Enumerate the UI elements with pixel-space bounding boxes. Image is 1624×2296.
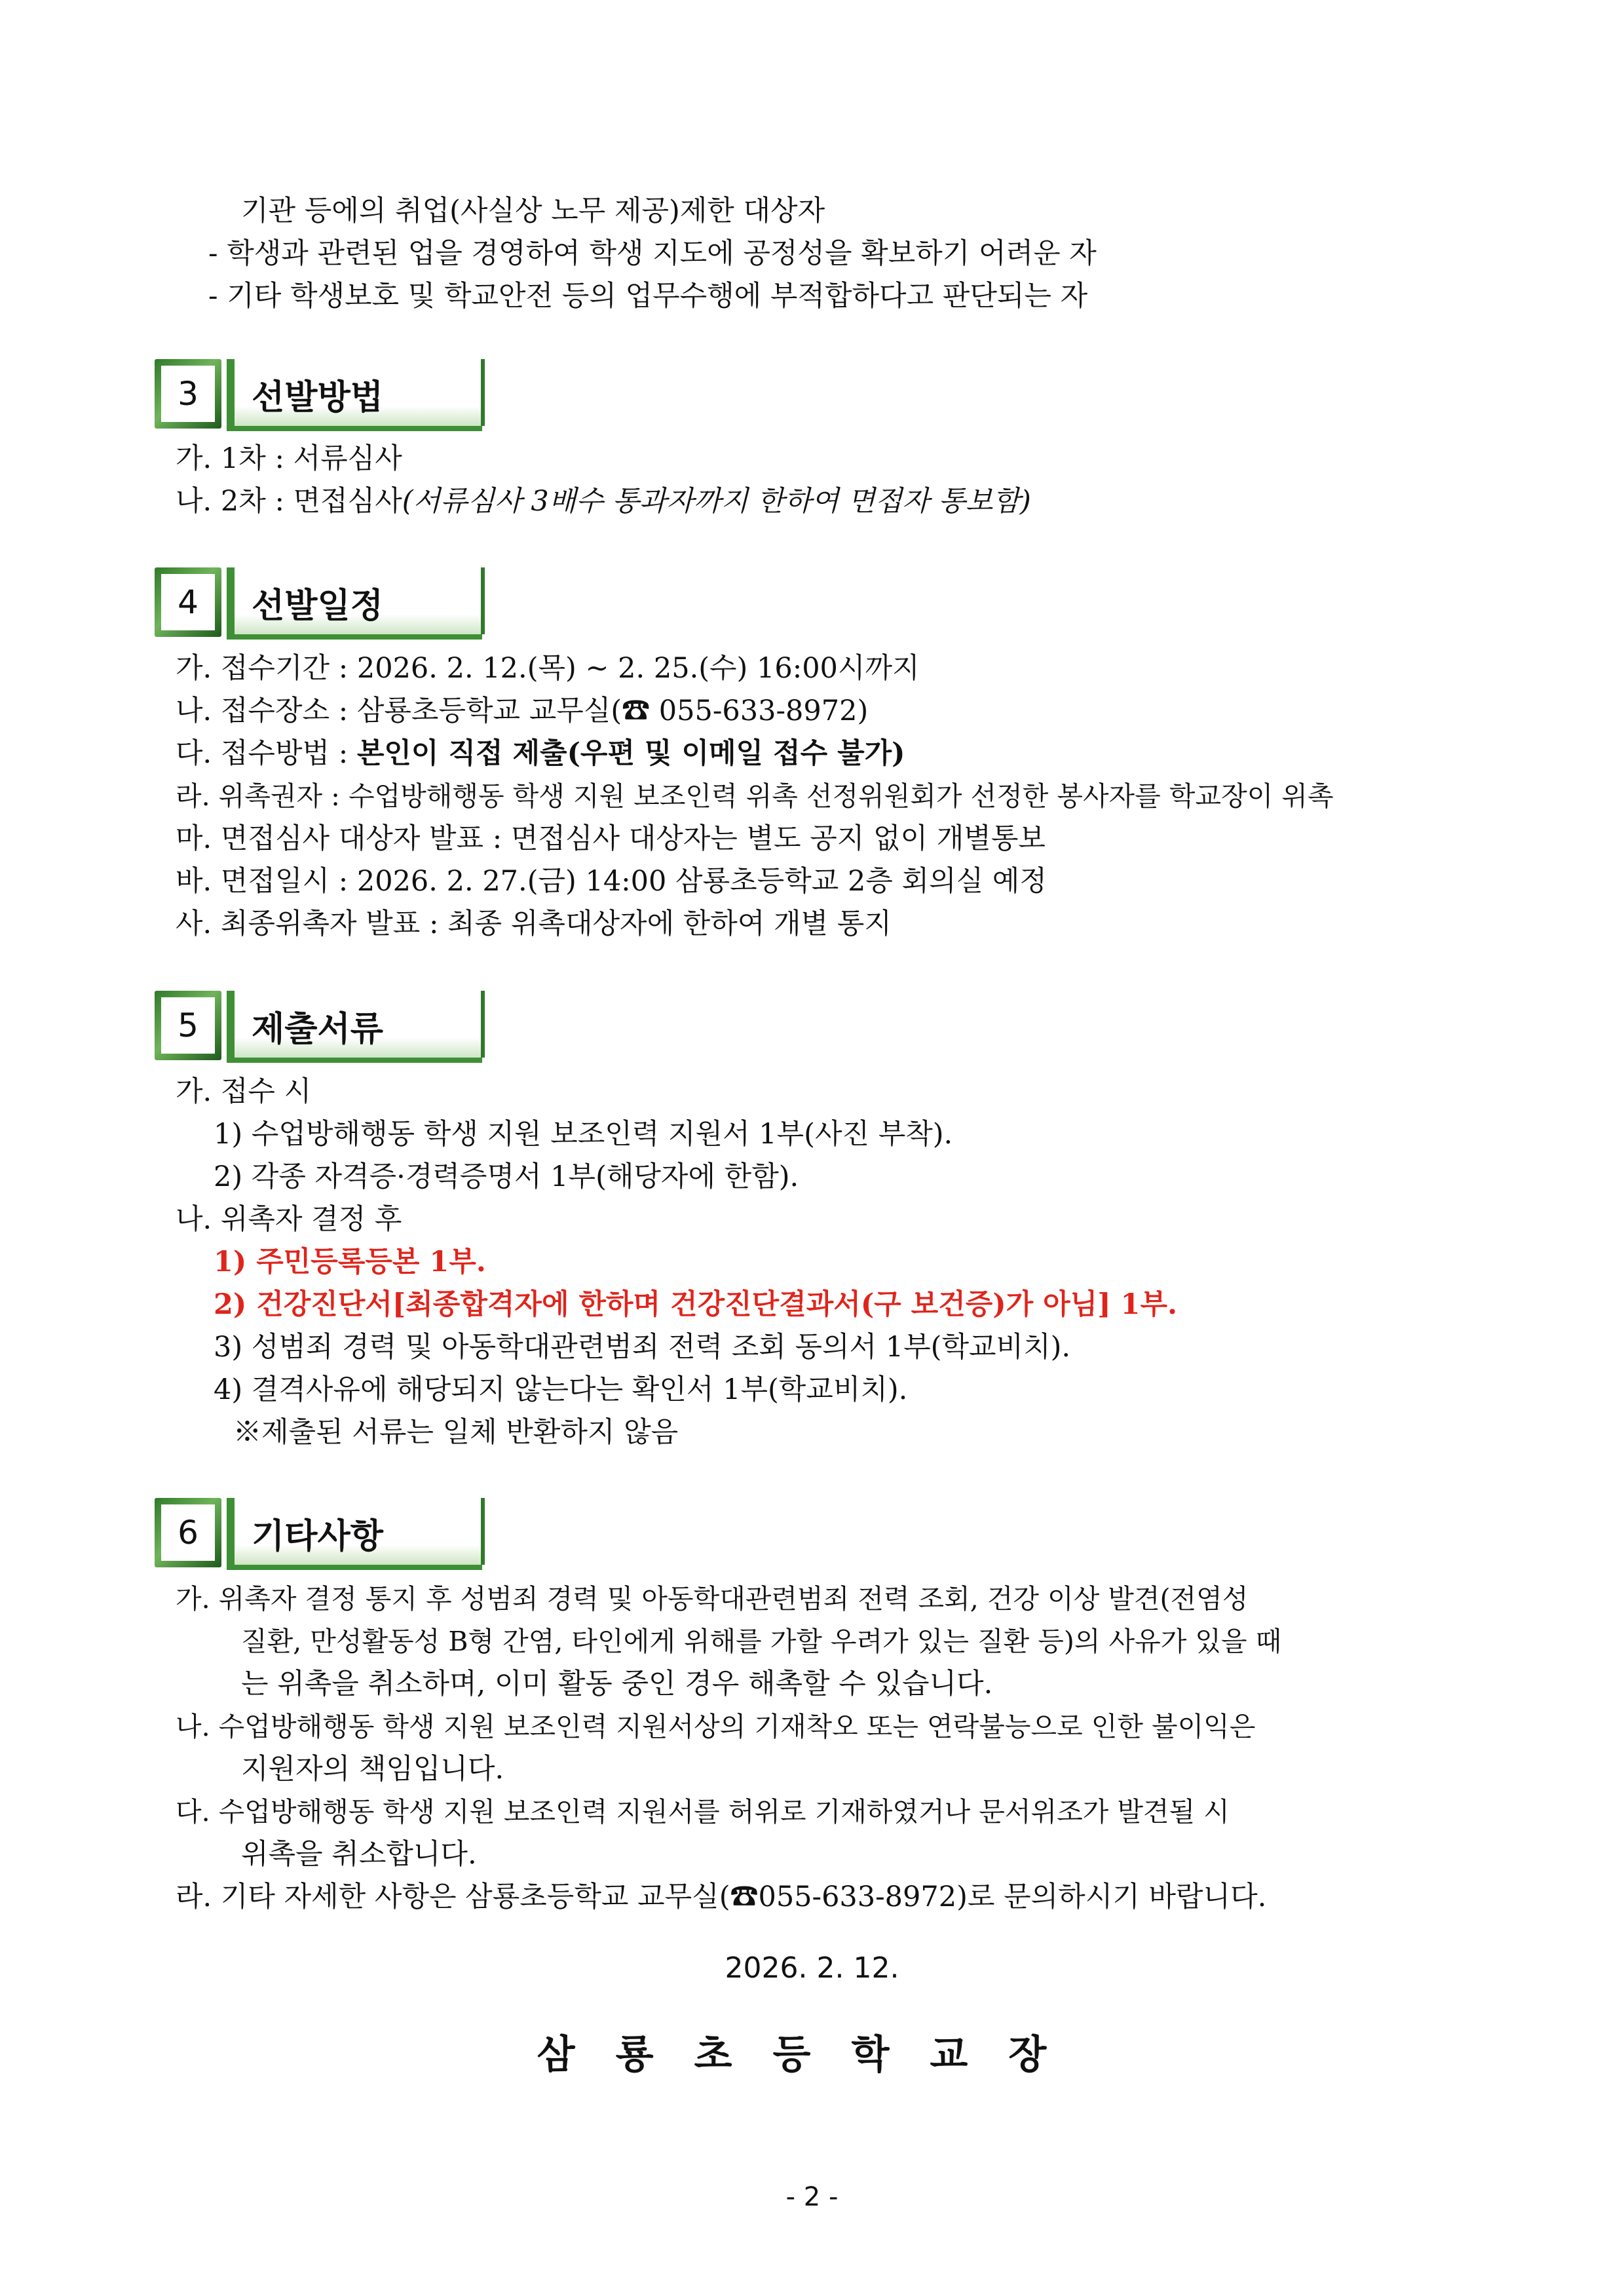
section-5-header xyxy=(155,991,482,1068)
section-number-box xyxy=(155,1498,221,1567)
s6-item-b-line1: 나. 수업방해행동 학생 지원 보조인력 지원서상의 기재착오 또는 연락불능으로 인한 불이익은 xyxy=(176,1711,1256,1742)
s6-item-b-line2: 지원자의 책임입니다. xyxy=(241,1753,504,1786)
top-line-2: - 학생과 관련된 업을 경영하여 학생 지도에 공정성을 확보하기 어려운 자 xyxy=(208,237,1097,270)
s3-item-b-note: (서류심사 3배수 통과자까지 한하여 면접자 통보함) xyxy=(402,485,1031,518)
s5-item-b4: 4) 결격사유에 해당되지 않는다는 확인서 1부(학교비치). xyxy=(214,1373,908,1406)
section-title: 선발방법 xyxy=(252,378,383,417)
page-number: - 2 - xyxy=(785,2182,839,2212)
section-title: 선발일정 xyxy=(252,586,383,626)
section-4-header xyxy=(155,567,482,645)
s3-item-b-text: 나. 2차 : 면접심사 xyxy=(176,485,402,518)
section-number: 3 xyxy=(161,366,215,422)
s4-item-f: 바. 면접일시 : 2026. 2. 27.(금) 14:00 삼룡초등학교 2층 회의실 예정 xyxy=(176,865,1047,898)
s4-item-g: 사. 최종위촉자 발표 : 최종 위촉대상자에 한하여 개별 통지 xyxy=(176,908,892,940)
section-title-bar xyxy=(227,1498,482,1570)
s6-item-a-line3: 는 위촉을 취소하며, 이미 활동 중인 경우 해촉할 수 있습니다. xyxy=(241,1668,993,1700)
section-title: 기타사항 xyxy=(252,1517,383,1556)
section-title: 제출서류 xyxy=(252,1010,383,1049)
s3-item-b xyxy=(176,482,1031,521)
top-line-1: 기관 등에의 취업(사실상 노무 제공)제한 대상자 xyxy=(241,195,825,227)
s5-item-a1: 1) 수업방해행동 학생 지원 보조인력 지원서 1부(사진 부착). xyxy=(214,1118,953,1151)
s5-note: ※제출된 서류는 일체 반환하지 않음 xyxy=(233,1416,679,1449)
s4-item-c-value: 본인이 직접 제출(우편 및 이메일 접수 불가) xyxy=(356,737,905,770)
s6-item-a-line2: 질환, 만성활동성 B형 간염, 타인에게 위해를 가할 우려가 있는 질환 등)의 사유가 있을 때 xyxy=(241,1626,1282,1657)
s4-item-d: 라. 위촉권자 : 수업방해행동 학생 지원 보조인력 위촉 선정위원회가 선정한 봉사자를 학교장이 위촉 xyxy=(176,780,1334,812)
section-title-bar xyxy=(227,991,482,1063)
s5-item-b2: 2) 건강진단서[최종합격자에 한하며 건강진단결과서(구 보건증)가 아님] 1부. xyxy=(214,1288,1177,1321)
section-number-box xyxy=(155,991,221,1060)
s4-item-b: 나. 접수장소 : 삼룡초등학교 교무실(☎ 055-633-8972) xyxy=(176,695,869,727)
section-title-bar xyxy=(227,567,482,640)
s5-item-b1: 1) 주민등록등본 1부. xyxy=(214,1246,486,1278)
s3-item-a: 가. 1차 : 서류심사 xyxy=(176,442,402,475)
s4-item-e: 마. 면접심사 대상자 발표 : 면접심사 대상자는 별도 공지 없이 개별통보 xyxy=(176,822,1046,855)
s5-item-b3: 3) 성범죄 경력 및 아동학대관련범죄 전력 조회 동의서 1부(학교비치). xyxy=(214,1331,1071,1364)
s6-item-c-line2: 위촉을 취소합니다. xyxy=(241,1838,477,1871)
s5-item-a: 가. 접수 시 xyxy=(176,1075,312,1108)
section-6-header xyxy=(155,1498,482,1575)
s4-item-a: 가. 접수기간 : 2026. 2. 12.(목) ~ 2. 25.(수) 16:00시까지 xyxy=(176,652,920,685)
s5-item-a2: 2) 각종 자격증·경력증명서 1부(해당자에 한함). xyxy=(214,1160,799,1193)
s6-item-d: 라. 기타 자세한 사항은 삼룡초등학교 교무실(☎055-633-8972)로 문의하시기 바랍니다. xyxy=(176,1881,1267,1913)
section-number-box xyxy=(155,359,221,429)
section-number-box xyxy=(155,567,221,637)
s4-item-c xyxy=(176,734,905,773)
section-title-bar xyxy=(227,359,482,431)
document-date: 2026. 2. 12. xyxy=(725,1951,899,1985)
s6-item-c-line1: 다. 수업방해행동 학생 지원 보조인력 지원서를 허위로 기재하였거나 문서위조가 발견될 시 xyxy=(176,1796,1230,1827)
section-number: 4 xyxy=(161,574,215,630)
s6-item-a-line1: 가. 위촉자 결정 통지 후 성범죄 경력 및 아동학대관련범죄 전력 조회, 건강 이상 발견(전염성 xyxy=(176,1583,1249,1615)
school-principal-signature: 삼룡초등학교장 xyxy=(537,2032,1087,2078)
s4-item-c-label: 다. 접수방법 : xyxy=(176,737,357,770)
section-number: 6 xyxy=(161,1504,215,1561)
section-3-header xyxy=(155,359,482,436)
top-line-3: - 기타 학생보호 및 학교안전 등의 업무수행에 부적합하다고 판단되는 자 xyxy=(208,280,1088,313)
s5-item-b: 나. 위촉자 결정 후 xyxy=(176,1203,402,1236)
section-number: 5 xyxy=(161,997,215,1054)
